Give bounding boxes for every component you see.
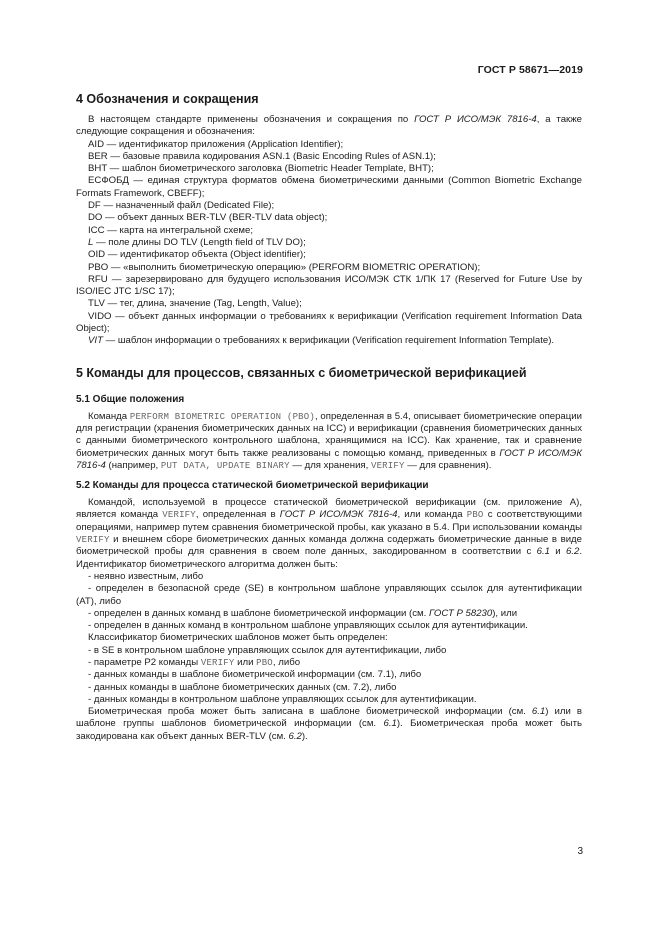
- list-item: VIDO — объект данных информации о требованиях к верификации (Verification requirement Information Data Object);: [76, 310, 582, 335]
- section-5-title: 5 Команды для процессов, связанных с биометрической верификацией: [76, 365, 527, 380]
- list-item: - определен в данных команд в контрольном шаблоне управляющих ссылок для аутентификации.: [88, 620, 528, 632]
- list-item: BER — базовые правила кодирования ASN.1 (Basic Encoding Rules of ASN.1);: [88, 150, 436, 162]
- list-item: - данных команды в контрольном шаблоне управляющих ссылок для аутентификации.: [88, 693, 477, 705]
- command-name: PERFORM BIOMETRIC OPERATION (PBO): [129, 411, 315, 422]
- command-name: PBO: [256, 657, 273, 668]
- list-item: RFU — зарезервировано для будущего использования ИСО/МЭК СТК 1/ПК 17 (Reserved for Future Use by ISO/IEC JTC 1/SC 17);: [76, 273, 582, 298]
- section-5-1-paragraph: Команда PERFORM BIOMETRIC OPERATION (PBO), определенная в 5.4, описывает биометрические операции для регистрации (хранения биометрических данных на ICC) и верификации (сравнения биометрических данных с данными биометрического контрольного шаблона, хранящимися на ICC). Как хранение, так и сравнение биометрических данных могут быть также реализованы с помощью команд, приведенных в ГОСТ Р ИСО/МЭК 7816-4 (например, PUT DATA, UPDATE BINARY — для хранения, VERIFY — для сравнения).: [76, 410, 582, 471]
- command-name: VERIFY: [200, 657, 235, 668]
- document-id-header: ГОСТ Р 58671—2019: [477, 64, 583, 76]
- abbreviation-list: [76, 139, 582, 348]
- list-item: - в SE в контрольном шаблоне управляющих ссылок для аутентификации, либо: [88, 644, 447, 656]
- reference-link: ГОСТ Р ИСО/МЭК 7816-4: [76, 447, 582, 471]
- biometric-sample-paragraph: Биометрическая проба может быть записана в шаблоне биометрической информации (см. 6.1) или в шаблоне группы шаблонов биометрической информации (см. 6.1). Биометрическая проба может быть закодирована как объект данных BER-TLV (см. 6.2).: [76, 706, 582, 742]
- command-name: VERIFY: [370, 460, 405, 471]
- list-item: - параметре P2 команды VERIFY или PBO, либо: [88, 656, 301, 668]
- list-item: - данных команды в шаблоне биометрических данных (см. 7.2), либо: [88, 681, 397, 693]
- list-item: - неявно известным, либо: [88, 570, 204, 582]
- list-item: ЕСФОБД — единая структура форматов обмена биометрическими данными (Common Biometric Exchange Formats Framework, CBEFF);: [76, 175, 582, 199]
- command-name: PUT DATA, UPDATE BINARY: [160, 460, 290, 471]
- reference-link: 6.1: [531, 706, 546, 718]
- reference-link: ГОСТ Р 58230: [428, 607, 493, 619]
- list-item: ICC — карта на интегральной схеме;: [88, 224, 254, 236]
- reference-link: 6.1: [536, 546, 550, 558]
- reference-link: ГОСТ Р ИСО/МЭК 7816-4: [414, 114, 537, 125]
- list-item: VIT — шаблон информации о требованиях к верификации (Verification requirement Information Template).: [88, 335, 555, 347]
- page-content: [76, 90, 582, 743]
- section-5-2-paragraph: Командой, используемой в процессе статической биометрической верификации (см. приложение А), является команда VERIFY, определенная в ГОСТ Р ИСО/МЭК 7816-4, или команда PBO с соответствующими операциями, например путем сравнения биометрической пробы, как указано в 5.4. При использовании команды VERIFY и внешнем сборе биометрических данных команда должна содержать биометрические данные в виде биометрической пробы для сравнения в своем поле данных, закодированном в соответствии с 6.1 и 6.2. Идентификатор биометрического алгоритма должен быть:: [76, 497, 582, 570]
- list-item: L — поле длины DO TLV (Length field of TLV DO);: [88, 236, 306, 248]
- list-item: TLV — тег, длина, значение (Tag, Length, Value);: [88, 298, 302, 310]
- command-name: PBO: [466, 510, 484, 521]
- list-item: - данных команды в шаблоне биометрической информации (см. 7.1), либо: [88, 669, 422, 681]
- classifier-paragraph: Классификатор биометрических шаблонов может быть определен:: [88, 632, 388, 644]
- section-5-1-title: 5.1 Общие положения: [76, 393, 185, 405]
- reference-link: 6.2: [565, 546, 580, 558]
- reference-link: 6.2: [288, 730, 302, 742]
- list-item: DF — назначенный файл (Dedicated File);: [88, 200, 275, 212]
- reference-link: ГОСТ Р ИСО/МЭК 7816-4: [279, 509, 398, 521]
- command-name: VERIFY: [76, 535, 110, 546]
- page-number: 3: [577, 846, 583, 857]
- list-item: - определен в безопасной среде (SE) в контрольном шаблоне управляющих ссылок для аутентификации (AT), либо: [76, 583, 582, 607]
- reference-link: 6.1: [383, 718, 397, 730]
- list-item: AID — идентификатор приложения (Application Identifier);: [88, 138, 344, 150]
- classifier-options-list: [76, 645, 582, 706]
- command-name: VERIFY: [162, 510, 196, 521]
- list-item: OID — идентификатор объекта (Object identifier);: [88, 249, 306, 261]
- list-item: DO — объект данных BER-TLV (BER-TLV data object);: [88, 212, 328, 224]
- section-4-title: 4 Обозначения и сокращения: [76, 92, 259, 106]
- list-item: - определен в данных команд в шаблоне биометрической информации (см. ГОСТ Р 58230), или: [88, 607, 518, 619]
- list-item: BHT — шаблон биометрического заголовка (Biometric Header Template, BHT);: [88, 163, 434, 175]
- section-4-intro: В настоящем стандарте применены обозначения и сокращения по ГОСТ Р ИСО/МЭК 7816-4, а также следующие сокращения и обозначения:: [76, 114, 582, 138]
- list-item: PBO — «выполнить биометрическую операцию» (PERFORM BIOMETRIC OPERATION);: [88, 261, 481, 273]
- algorithm-id-options-list: [76, 571, 582, 632]
- section-5-2-title: 5.2 Команды для процесса статической биометрической верификации: [76, 480, 429, 492]
